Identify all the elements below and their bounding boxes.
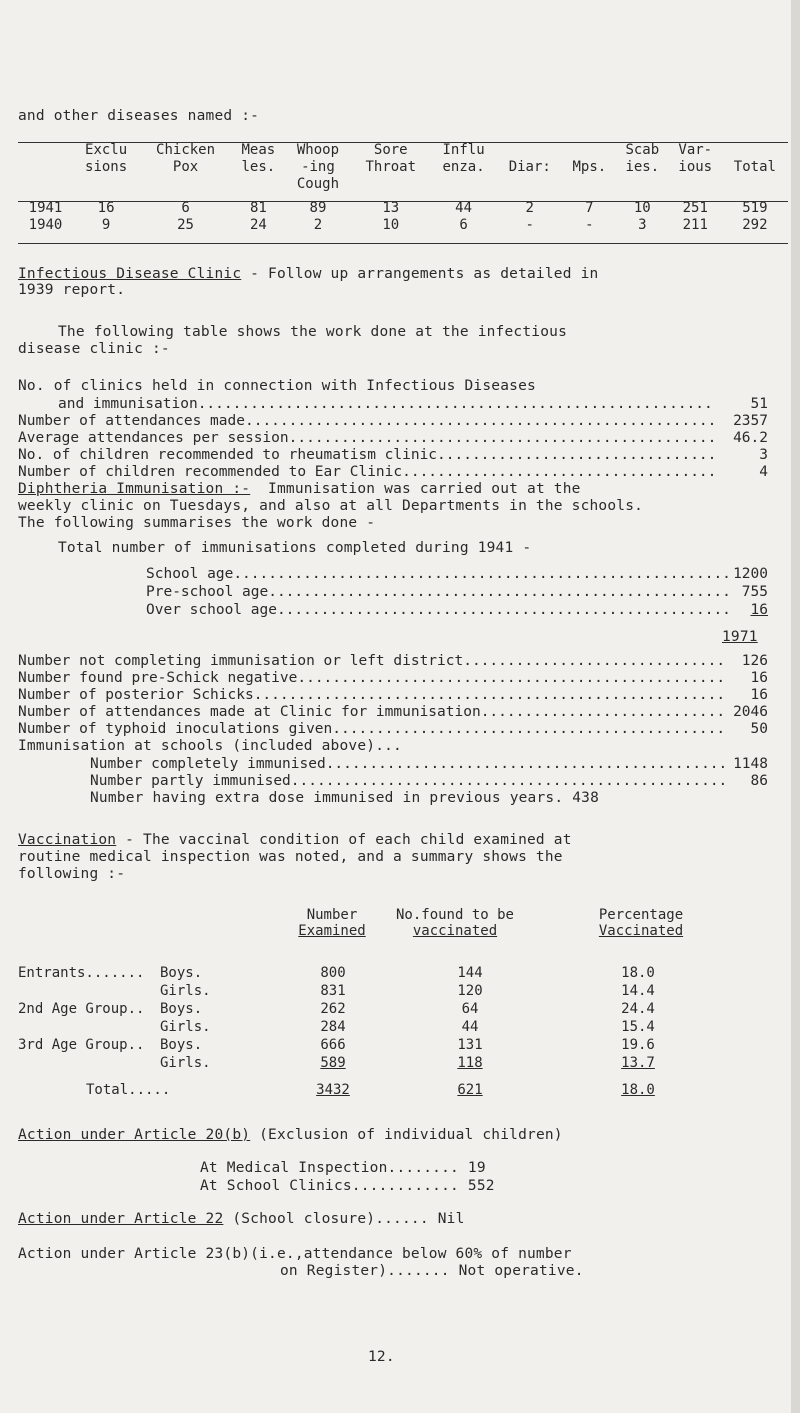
article20-item (200, 1160, 486, 1176)
diphtheria-item (18, 704, 768, 720)
vacc-group-label: 2nd Age Group.. (18, 1001, 145, 1017)
age-item (146, 566, 768, 582)
header-cell (18, 142, 73, 200)
diphtheria-item-value: 16 (750, 687, 768, 703)
vacc-sex-label: Girls. (160, 1019, 211, 1035)
article20-item-label: At School Clinics............ (200, 1178, 459, 1194)
table-cell: 24 (249, 217, 267, 233)
article20-item (200, 1178, 495, 1194)
diphtheria-item (18, 721, 768, 737)
diphtheria-text-2: weekly clinic on Tuesdays, and also at all Departments in the schools. (18, 498, 644, 514)
table-row (18, 200, 788, 217)
age-item-label: School age (146, 566, 234, 582)
vacc-percent: 18.0 (621, 965, 655, 981)
diphtheria-heading-line (18, 481, 581, 497)
clinic-item (18, 430, 768, 446)
diphtheria-item-label: Number of attendances made at Clinic for immunisation (18, 704, 481, 720)
clinic-heading-rest: - Follow up arrangements as detailed in (241, 266, 599, 282)
article22-heading: Action under Article 22 (18, 1211, 224, 1227)
vacc-examined: 284 (320, 1019, 346, 1035)
extra-dose-value: 438 (572, 790, 600, 806)
age-item-value: 1200 (733, 566, 768, 582)
table-cell: 10 (633, 200, 651, 216)
disease-table (18, 142, 788, 234)
clinic-item (18, 447, 768, 463)
clinic-item-value: 3 (759, 447, 768, 463)
header-mumps: Mps. (572, 159, 607, 175)
disease-table-header (18, 142, 788, 200)
diphtheria-heading: Diphtheria Immunisation :- (18, 481, 251, 497)
diphtheria-item-value: 126 (741, 653, 768, 669)
immunisation-total-heading: Total number of immunisations completed during 1941 - (58, 540, 532, 556)
vaccination-text-3: following :- (18, 866, 126, 882)
clinic-heading: Infectious Disease Clinic (18, 266, 242, 282)
intro-text: and other diseases named :- (18, 108, 260, 124)
schools-item-label: Number completely immunised (90, 756, 326, 772)
table-cell: 16 (97, 200, 115, 216)
header-exclusions: Exclu sions (85, 142, 128, 175)
age-item (146, 584, 768, 600)
table-cell: 25 (177, 217, 194, 233)
diphtheria-item-label: Number not completing immunisation or left district (18, 653, 464, 669)
clinic-item-label: Average attendances per session (18, 430, 289, 446)
age-item-value: 16 (750, 602, 768, 618)
clinic-item-value: 2357 (733, 413, 768, 429)
col-percentage-header: Percentage Vaccinated (598, 907, 684, 939)
vacc-examined: 262 (320, 1001, 346, 1017)
clinic-item-label: Number of children recommended to Ear Clinic (18, 464, 403, 480)
header-sore-throat: Sore Throat (365, 142, 417, 175)
table-cell: 519 (742, 200, 768, 216)
diphtheria-item (18, 687, 768, 703)
table-cell: 6 (459, 217, 468, 233)
diphtheria-item (18, 653, 768, 669)
clinic-item-label: Number of attendances made (18, 413, 245, 429)
article22-value: Nil (437, 1211, 465, 1227)
table-cell: 3 (638, 217, 647, 233)
header-chicken-pox: Chicken Pox (156, 142, 216, 175)
vaccination-heading-line (18, 832, 572, 848)
vacc-vaccinated: 64 (461, 1001, 479, 1017)
vacc-percent: 15.4 (621, 1019, 655, 1035)
header-whooping-cough: Whoop -ing Cough (296, 142, 340, 192)
diphtheria-item-label: Number of typhoid inoculations given (18, 721, 333, 737)
schools-item (90, 773, 768, 789)
vacc-sex-label: Girls. (160, 983, 211, 999)
vacc-total-percent: 18.0 (621, 1082, 655, 1098)
vacc-percent: 14.4 (621, 983, 655, 999)
table-cell: 251 (682, 200, 708, 216)
clinic-item-value: 46.2 (733, 430, 768, 446)
clinic-heading-line2: 1939 report. (18, 282, 126, 298)
table-cell: 2 (313, 217, 323, 233)
article20-item-label: At Medical Inspection........ (200, 1160, 459, 1176)
vacc-vaccinated: 118 (457, 1055, 483, 1071)
age-item-label: Pre-school age (146, 584, 269, 600)
header-measles: Meas les. (241, 142, 276, 175)
schools-item-value: 86 (750, 773, 768, 789)
vacc-sex-label: Boys. (160, 965, 203, 981)
vaccination-heading: Vaccination (18, 832, 117, 848)
vacc-examined: 589 (320, 1055, 346, 1071)
diphtheria-item (18, 670, 768, 686)
clinic-item-value: 51 (750, 396, 768, 412)
article23-text: on Register)....... (280, 1263, 450, 1279)
header-influenza: Influ enza. (442, 142, 485, 175)
article20-heading-line (18, 1127, 563, 1143)
table-cell: - (585, 217, 594, 233)
table-cell: 9 (101, 217, 111, 233)
diphtheria-item-label: Number of posterior Schicks (18, 687, 254, 703)
article23-value: Not operative. (458, 1263, 584, 1279)
row-year: 1940 (28, 217, 63, 233)
page-number: 12. (368, 1349, 395, 1365)
age-item (146, 602, 768, 618)
table-cell: 7 (585, 200, 594, 216)
vacc-vaccinated: 131 (457, 1037, 483, 1053)
schools-item (90, 756, 768, 772)
table-cell: - (525, 217, 534, 233)
clinic-item (18, 464, 768, 480)
table-row (18, 217, 788, 234)
schools-item-label: Number partly immunised (90, 773, 291, 789)
vacc-percent: 24.4 (621, 1001, 655, 1017)
clinic-paragraph: The following table shows the work done at the infectious (58, 324, 567, 340)
clinic-item (18, 413, 768, 429)
clinic-item-label: No. of children recommended to rheumatism clinic (18, 447, 438, 463)
vacc-group-label: Entrants....... (18, 965, 145, 981)
table-cell: 81 (249, 200, 267, 216)
vacc-total-label: Total..... (86, 1082, 171, 1098)
article23-line: Action under Article 23(b)(i.e.,attendance below 60% of number (18, 1246, 572, 1262)
table-cell: 6 (181, 200, 190, 216)
table-cell: 44 (455, 200, 472, 216)
table-cell: 89 (309, 200, 327, 216)
vacc-sex-label: Boys. (160, 1001, 203, 1017)
table-cell: 292 (742, 217, 768, 233)
schools-item-value: 1148 (733, 756, 768, 772)
table-bottom-rule (18, 243, 788, 244)
table-cell: 211 (682, 217, 708, 233)
header-total: Total (733, 159, 776, 175)
article22-rest: (School closure)...... (223, 1211, 429, 1227)
diphtheria-item-value: 2046 (733, 704, 768, 720)
age-item-value: 755 (741, 584, 768, 600)
table-cell: 10 (382, 217, 400, 233)
vacc-percent: 19.6 (621, 1037, 655, 1053)
clinic-item-line: No. of clinics held in connection with Infectious Diseases (18, 378, 536, 394)
header-various: Var- ious (678, 142, 713, 175)
extra-dose-label: Number having extra dose immunised in previous years. (90, 790, 564, 806)
col-examined-header: Number Examined (298, 907, 366, 939)
diphtheria-text-3: The following summarises the work done - (18, 515, 376, 531)
table-cell: 13 (382, 200, 400, 216)
schools-heading: Immunisation at schools (included above)... (18, 738, 402, 754)
clinic-item-label: and immunisation (58, 396, 198, 412)
diphtheria-item-value: 16 (750, 670, 768, 686)
row-year: 1941 (28, 200, 63, 216)
header-diarrhoea: Diar: (508, 159, 551, 175)
article20-item-value: 552 (467, 1178, 495, 1194)
table-header-rule (18, 201, 788, 202)
diphtheria-text: Immunisation was carried out at the (250, 481, 581, 497)
vaccination-text: - The vaccinal condition of each child examined at (116, 832, 572, 848)
age-item-label: Over school age (146, 602, 277, 618)
diphtheria-item-label: Number found pre-Schick negative (18, 670, 298, 686)
article22-line (18, 1211, 465, 1227)
vacc-examined: 831 (320, 983, 346, 999)
vacc-examined: 800 (320, 965, 346, 981)
vacc-group-label: 3rd Age Group.. (18, 1037, 145, 1053)
immunisation-total: 1971 (722, 629, 758, 645)
table-cell: 2 (525, 200, 534, 216)
vacc-percent: 13.7 (621, 1055, 655, 1071)
diphtheria-item-value: 50 (750, 721, 768, 737)
clinic-heading-line (18, 266, 598, 282)
vacc-total-examined: 3432 (316, 1082, 350, 1098)
vacc-vaccinated: 144 (457, 965, 483, 981)
vacc-sex-label: Girls. (160, 1055, 211, 1071)
extra-dose-line (90, 790, 599, 806)
article20-rest: (Exclusion of individual children) (250, 1127, 563, 1143)
clinic-item-value: 4 (759, 464, 768, 480)
vacc-total-vaccinated: 621 (457, 1082, 483, 1098)
col-vaccinated-header: No.found to be vaccinated (395, 907, 514, 939)
vacc-vaccinated: 120 (457, 983, 483, 999)
vacc-vaccinated: 44 (461, 1019, 479, 1035)
vacc-examined: 666 (320, 1037, 346, 1053)
clinic-paragraph-2: disease clinic :- (18, 341, 170, 357)
clinic-item (58, 396, 768, 412)
header-scabies: Scab ies. (625, 142, 660, 175)
article20-heading: Action under Article 20(b) (18, 1127, 251, 1143)
vaccination-text-2: routine medical inspection was noted, and a summary shows the (18, 849, 563, 865)
article20-item-value: 19 (467, 1160, 486, 1176)
article23-line-2 (280, 1263, 584, 1279)
vacc-sex-label: Boys. (160, 1037, 203, 1053)
